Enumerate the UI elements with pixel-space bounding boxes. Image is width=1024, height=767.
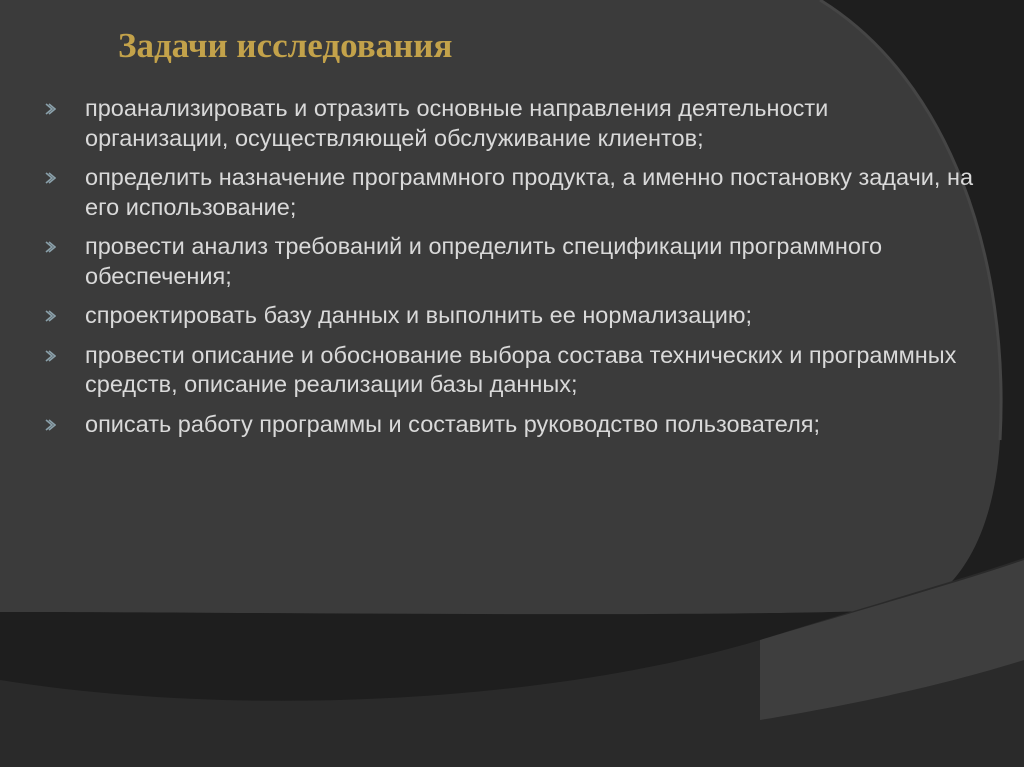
chevron-right-icon: [44, 419, 56, 431]
chevron-right-icon: [44, 241, 56, 253]
list-item: [44, 301, 974, 331]
slide-title: Задачи исследования: [118, 26, 453, 65]
list-item: [44, 94, 974, 153]
task-list: [44, 94, 974, 449]
list-item-text: спроектировать базу данных и выполнить ее нормализацию;: [85, 302, 753, 328]
list-item: [44, 410, 974, 440]
list-item-text: провести описание и обоснование выбора состава технических и программных средств, описание реализации базы данных;: [85, 341, 957, 397]
list-item-text: провести анализ требований и определить спецификации программного обеспечения;: [85, 233, 883, 289]
chevron-right-icon: [44, 172, 56, 184]
list-item: [44, 232, 974, 291]
list-item-text: проанализировать и отразить основные направления деятельности организации, осуществляющей обслуживание клиентов;: [85, 95, 829, 151]
list-item-text: описать работу программы и составить руководство пользователя;: [85, 410, 821, 437]
list-item: [44, 163, 974, 222]
chevron-right-icon: [44, 103, 56, 115]
chevron-right-icon: [44, 350, 56, 362]
list-item: [44, 341, 974, 400]
list-item-text: определить назначение программного продукта, а именно постановку задачи, на его использование;: [85, 164, 974, 220]
chevron-right-icon: [44, 310, 56, 322]
